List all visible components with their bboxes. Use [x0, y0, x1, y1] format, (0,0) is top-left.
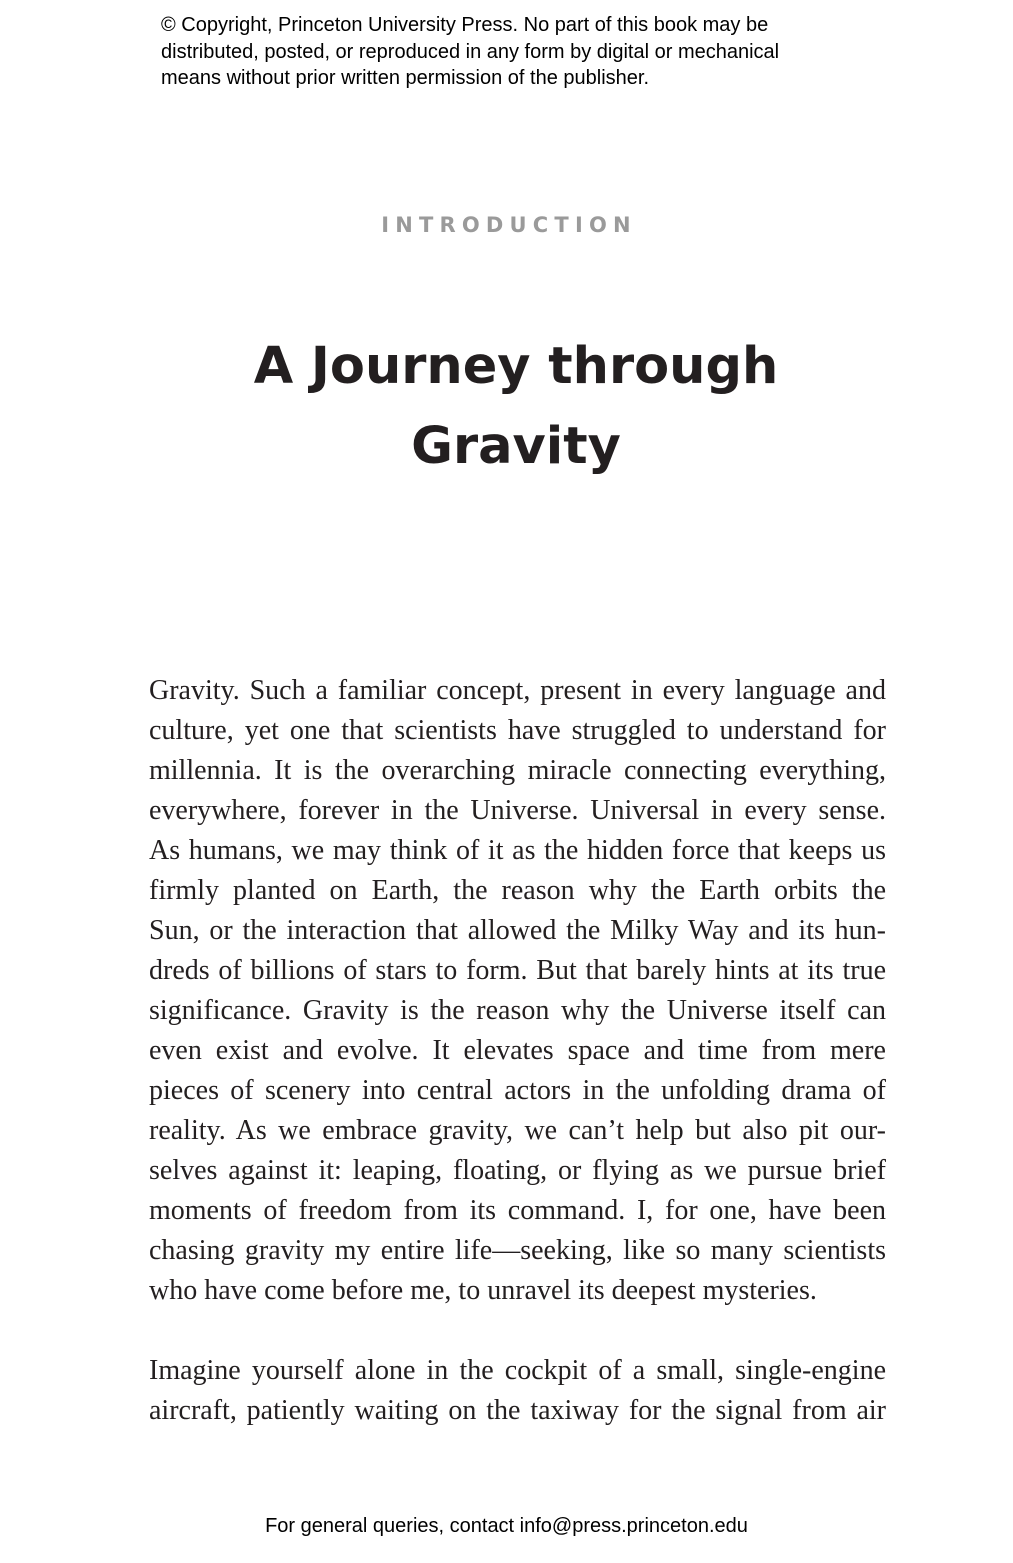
text-line: even exist and evolve. It elevates space and time from mere [149, 1035, 886, 1066]
text-line: culture, yet one that scientists have struggled to understand for [149, 715, 886, 746]
text-line: Sun, or the interaction that allowed the Milky Way and its hun- [149, 915, 886, 946]
text-line: moments of freedom from its command. I, for one, have been [149, 1195, 886, 1226]
text-line: aircraft, patiently waiting on the taxiway for the signal from air [149, 1395, 886, 1426]
body-paragraph [149, 1351, 886, 1431]
chapter-title [0, 327, 1013, 487]
text-line: everywhere, forever in the Universe. Universal in every sense. [149, 795, 886, 826]
chapter-title-line: Gravity [411, 417, 621, 476]
text-line: reality. As we embrace gravity, we can’t help but also pit our- [149, 1115, 886, 1146]
text-line: dreds of billions of stars to form. But that barely hints at its true [149, 955, 886, 986]
chapter-title-line: A Journey through [253, 337, 779, 396]
text-line: millennia. It is the overarching miracle connecting everything, [149, 755, 886, 786]
text-line: Gravity. Such a familiar concept, present in every language and [149, 675, 886, 706]
text-line: chasing gravity my entire life—seeking, like so many scientists [149, 1235, 886, 1266]
chapter-label: INTRODUCTION [381, 213, 637, 237]
text-line: significance. Gravity is the reason why the Universe itself can [149, 995, 886, 1026]
body-paragraph [149, 671, 886, 1311]
footer-contact: For general queries, contact info@press.princeton.edu [265, 1515, 748, 1537]
text-line: firmly planted on Earth, the reason why the Earth orbits the [149, 875, 886, 906]
copyright-notice: © Copyright, Princeton University Press. No part of this book may be distributed, posted, or reproduced in any form by digital or mechanical means without prior written permission of the publisher. [161, 14, 780, 89]
text-line: selves against it: leaping, floating, or flying as we pursue brief [149, 1155, 886, 1186]
text-line: who have come before me, to unravel its deepest mysteries. [149, 1275, 817, 1306]
text-line: As humans, we may think of it as the hidden force that keeps us [149, 835, 886, 866]
text-line: Imagine yourself alone in the cockpit of a small, single-engine [149, 1355, 886, 1386]
text-line: pieces of scenery into central actors in the unfolding drama of [149, 1075, 886, 1106]
